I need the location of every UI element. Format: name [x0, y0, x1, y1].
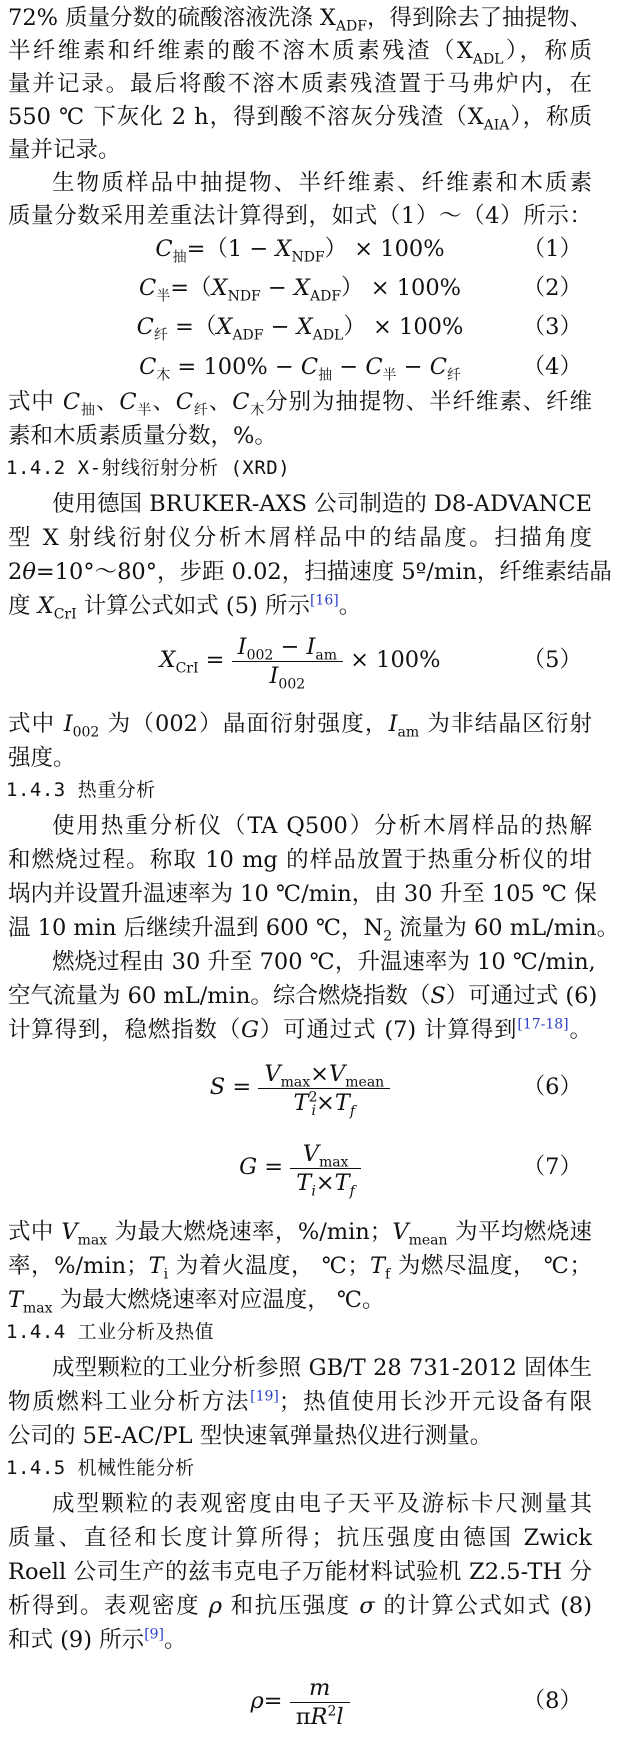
text-line: 物质燃料工业分析方法[19]；热值使用长沙开元设备有限 — [8, 1388, 592, 1415]
fraction: $\frac{V_{max}\times V_{mean}}{T^2_i\times T_f}$ — [258, 1060, 390, 1117]
text-line: 空气流量为 60 mL/min。综合燃烧指数（S）可通过式 (6) — [8, 983, 598, 1009]
fraction: $\frac{m}{\pi R^2l}$ — [290, 1674, 350, 1731]
text-line: 生物质样品中抽提物、半纤维素、纤维素和木质素 — [52, 170, 592, 196]
text-line: $T_{max}$ 为最大燃烧速率对应温度， ℃。 — [8, 1287, 385, 1317]
citation-link[interactable]: [9] — [144, 1626, 165, 1643]
equation-2: $C_半=(X_{NDF} - X_{ADF}) \times 100\%$ （2） — [0, 270, 600, 306]
text-line: 埚内并设置升温速率为 10 ℃/min，由 30 升至 105 ℃ 保 — [8, 881, 597, 907]
text-line: 和式 (9) 所示[9]。 — [8, 1626, 187, 1653]
text-line: 素和木质素质量分数，%。 — [8, 423, 277, 449]
text-line: 式中 $V_{max}$ 为最大燃烧速率，%/min；$V_{mean}$ 为平均燃烧速 — [8, 1219, 593, 1249]
text-line: 析得到。表观密度 ρ 和抗压强度 σ 的计算公式如式 (8) — [8, 1593, 592, 1619]
section-heading-1-4-4: 1.4.4 工业分析及热值 — [6, 1321, 215, 1343]
text-line: 半纤维素和纤维素的酸不溶木质素残渣$(X_{ADL})$，称质 — [8, 38, 592, 68]
citation-link[interactable]: [16] — [309, 592, 339, 609]
text-line: 公司的 5E-AC/PL 型快速氧弹量热仪进行测量。 — [8, 1423, 493, 1449]
text-line: 燃烧过程由 30 升至 700 ℃，升温速率为 10 ℃/min, — [52, 949, 596, 975]
text-line: 量并记录。 — [8, 137, 121, 163]
citation-link[interactable]: [19] — [250, 1388, 279, 1405]
equation-4: $C_木 = 100\% - C_抽 - C_半 - C_纤$ （4） — [0, 349, 600, 385]
equation-number: （6） — [522, 1074, 582, 1100]
text-line: 率，%/min；$T_i$ 为着火温度， ℃；$T_f$ 为燃尽温度， ℃； — [8, 1253, 592, 1283]
text-line: 质量分数采用差重法计算得到，如式（1）～（4）所示： — [8, 203, 592, 229]
text-line: 成型颗粒的工业分析参照 GB/T 28 731-2012 固体生 — [52, 1355, 592, 1381]
text-line: 2θ=10°～80°，步距 0.02，扫描速度 5º/min，纤维素结晶 — [8, 559, 612, 585]
section-heading-1-4-2: 1.4.2 X-射线衍射分析 (XRD) — [6, 457, 291, 479]
text-line: 度 $X_{CrI}$ 计算公式如式 (5) 所示[16]。 — [8, 592, 362, 623]
text-line: 强度。 — [8, 745, 76, 771]
text-line: 计算得到，稳燃指数（G）可通过式 (7) 计算得到[17-18]。 — [8, 1016, 592, 1043]
equation-8: ρ= $\frac{m}{\pi R^2l}$ （8） — [0, 1666, 600, 1736]
text-line: 和燃烧过程。称取 10 mg 的样品放置于热重分析仪的坩 — [8, 847, 592, 873]
equation-number: （7） — [522, 1154, 582, 1180]
text-line: 72% 质量分数的硫酸溶液洗涤 $X_{ADF}$，得到除去了抽提物、 — [8, 5, 592, 35]
equation-number: （5） — [522, 647, 582, 673]
equation-6: S = $\frac{V_{max}\times V_{mean}}{T^2_i\times T_f}$ （6） — [0, 1052, 600, 1122]
equation-3: $C_纤 =(X_{ADF} - X_{ADL}) \times 100\%$ （3） — [0, 309, 600, 345]
text-line: 式中 $C_抽$、$C_半$、$C_纤$、$C_木$分别为抽提物、半纤维素、纤维 — [8, 389, 592, 419]
text-line: 温 10 min 后继续升温到 600 ℃，$N_2$ 流量为 60 mL/min。 — [8, 915, 619, 945]
text-line: 式中 $I_{002}$ 为（002）晶面衍射强度，$I_{am}$ 为非结晶区衍射 — [8, 711, 592, 741]
equation-number: （4） — [522, 354, 582, 380]
section-heading-1-4-3: 1.4.3 热重分析 — [6, 779, 156, 801]
citation-link[interactable]: [17-18] — [517, 1016, 569, 1033]
equation-number: （2） — [522, 275, 582, 301]
equation-number: （1） — [522, 236, 582, 262]
text-line: 使用热重分析仪（TA Q500）分析木屑样品的热解 — [52, 813, 592, 839]
text-line: Roell 公司生产的兹韦克电子万能材料试验机 Z2.5-TH 分 — [8, 1559, 592, 1585]
equation-number: （3） — [522, 314, 582, 340]
section-heading-1-4-5: 1.4.5 机械性能分析 — [6, 1457, 195, 1479]
text-line: 成型颗粒的表观密度由电子天平及游标卡尺测量其 — [52, 1491, 592, 1517]
text-line: 550 ℃ 下灰化 2 h，得到酸不溶灰分残渣$(X_{AIA})$，称质 — [8, 104, 592, 134]
equation-5: $X_{CrI}$ = $\frac{I_{002} - I_{am}}{I_{002}}$ × 100% （5） — [0, 628, 600, 692]
text-line: 质量、直径和长度计算所得；抗压强度由德国 Zwick — [8, 1525, 592, 1551]
fraction: $\frac{V_{max}}{T_i\times T_f}$ — [290, 1140, 361, 1197]
text-line: 型 X 射线衍射仪分析木屑样品中的结晶度。扫描角度 — [8, 525, 592, 551]
equation-number: （8） — [522, 1688, 582, 1714]
text-line: 使用德国 BRUKER-AXS 公司制造的 D8-ADVANCE — [52, 491, 593, 517]
fraction: $\frac{I_{002} - I_{am}}{I_{002}}$ — [232, 633, 343, 690]
text-line: 量并记录。最后将酸不溶木质素残渣置于马弗炉内，在 — [8, 71, 592, 97]
equation-1: $C_抽=(1 - X_{NDF}) \times 100\%$ （1） — [0, 231, 600, 267]
equation-7: G = $\frac{V_{max}}{T_i\times T_f}$ （7） — [0, 1132, 600, 1202]
